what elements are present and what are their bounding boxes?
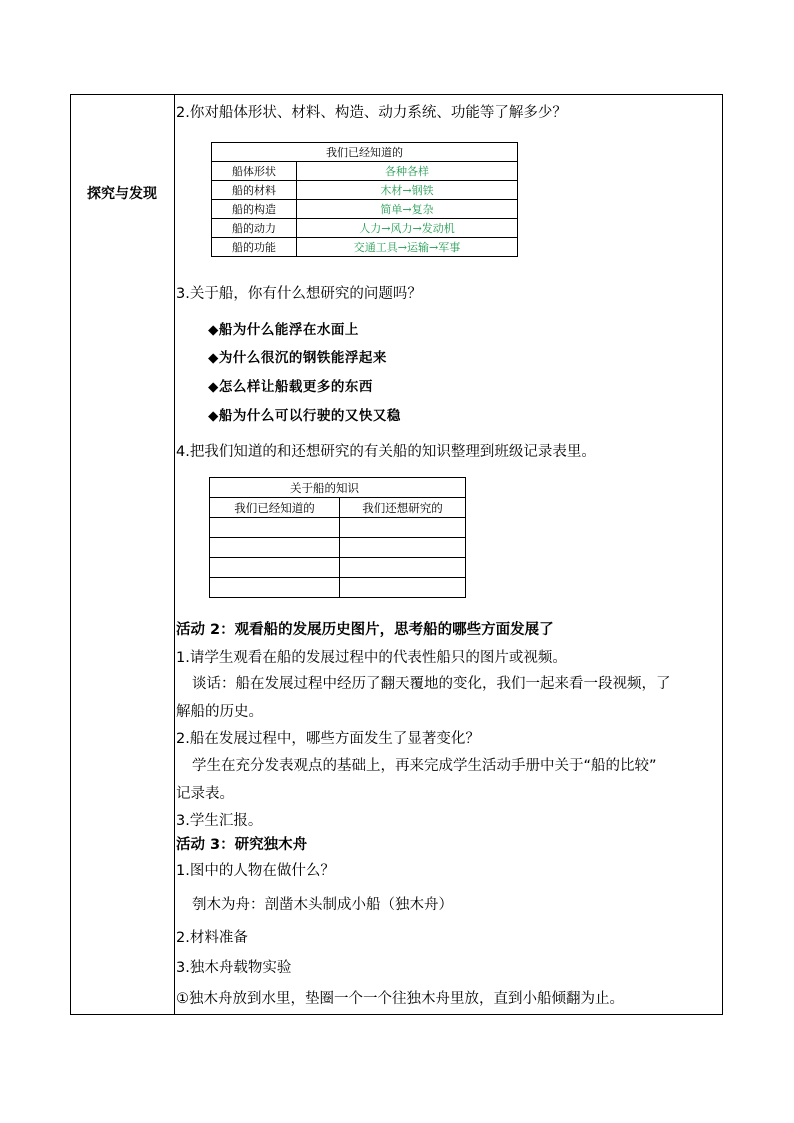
row-value: 简单→复杂 <box>297 200 518 219</box>
row-label: 船的材料 <box>212 181 297 200</box>
table-row <box>210 538 466 558</box>
question-2: 2.你对船体形状、材料、构造、动力系统、功能等了解多少？ <box>176 105 567 121</box>
table-row <box>210 518 466 538</box>
table-row <box>212 200 518 219</box>
table-row <box>212 238 518 257</box>
research-question: ◆船为什么可以行驶的又快又稳 <box>208 408 401 424</box>
record-col-known: 我们已经知道的 <box>210 498 340 518</box>
activity-3-line: 1.图中的人物在做什么？ <box>176 863 335 879</box>
research-question: ◆为什么很沉的钢铁能浮起来 <box>208 350 387 366</box>
known-table-header: 我们已经知道的 <box>212 143 518 162</box>
table-row <box>212 219 518 238</box>
activity-3-title: 活动 3：研究独木舟 <box>176 837 308 853</box>
table-row <box>210 578 466 598</box>
activity-3-line: 2.材料准备 <box>176 930 248 946</box>
known-knowledge-table <box>211 142 518 257</box>
activity-2-title: 活动 2：观看船的发展历史图片，思考船的哪些方面发展了 <box>176 622 554 638</box>
row-label: 船的动力 <box>212 219 297 238</box>
research-question: ◆船为什么能浮在水面上 <box>208 322 359 338</box>
table-row <box>210 558 466 578</box>
activity-3-line: 3.独木舟载物实验 <box>176 960 292 976</box>
row-label: 船的构造 <box>212 200 297 219</box>
row-label: 船的功能 <box>212 238 297 257</box>
class-record-table <box>209 477 466 598</box>
activity-2-line: 记录表。 <box>176 786 234 802</box>
activity-2-line: 3.学生汇报。 <box>176 813 263 829</box>
row-value: 木材→钢铁 <box>297 181 518 200</box>
activity-2-line: 解船的历史。 <box>176 704 263 720</box>
row-value: 各种各样 <box>297 162 518 181</box>
activity-2-line: 谈话：船在发展过程中经历了翻天覆地的变化，我们一起来看一段视频，了 <box>192 676 671 692</box>
question-3: 3.关于船，你有什么想研究的问题吗？ <box>176 286 422 302</box>
row-value: 人力→风力→发动机 <box>297 219 518 238</box>
table-row <box>212 181 518 200</box>
activity-2-line: 2.船在发展过程中，哪些方面发生了显著变化？ <box>176 731 480 747</box>
activity-2-line: 1.请学生观看在船的发展过程中的代表性船只的图片或视频。 <box>176 650 567 666</box>
research-question: ◆怎么样让船载更多的东西 <box>208 379 373 395</box>
activity-2-line: 学生在充分发表观点的基础上，再来完成学生活动手册中关于“船的比较” <box>192 758 657 774</box>
record-table-title: 关于船的知识 <box>210 478 466 498</box>
section-label: 探究与发现 <box>87 186 157 202</box>
question-4: 4.把我们知道的和还想研究的有关船的知识整理到班级记录表里。 <box>176 444 596 460</box>
activity-3-line: 刳木为舟：剖凿木头制成小船（独木舟） <box>192 897 453 913</box>
table-row <box>212 162 518 181</box>
row-value: 交通工具→运输→军事 <box>297 238 518 257</box>
column-divider <box>174 94 175 1015</box>
row-label: 船体形状 <box>212 162 297 181</box>
activity-3-line: ①独木舟放到水里，垫圈一个一个往独木舟里放，直到小船倾翻为止。 <box>176 991 624 1007</box>
record-col-research: 我们还想研究的 <box>340 498 466 518</box>
